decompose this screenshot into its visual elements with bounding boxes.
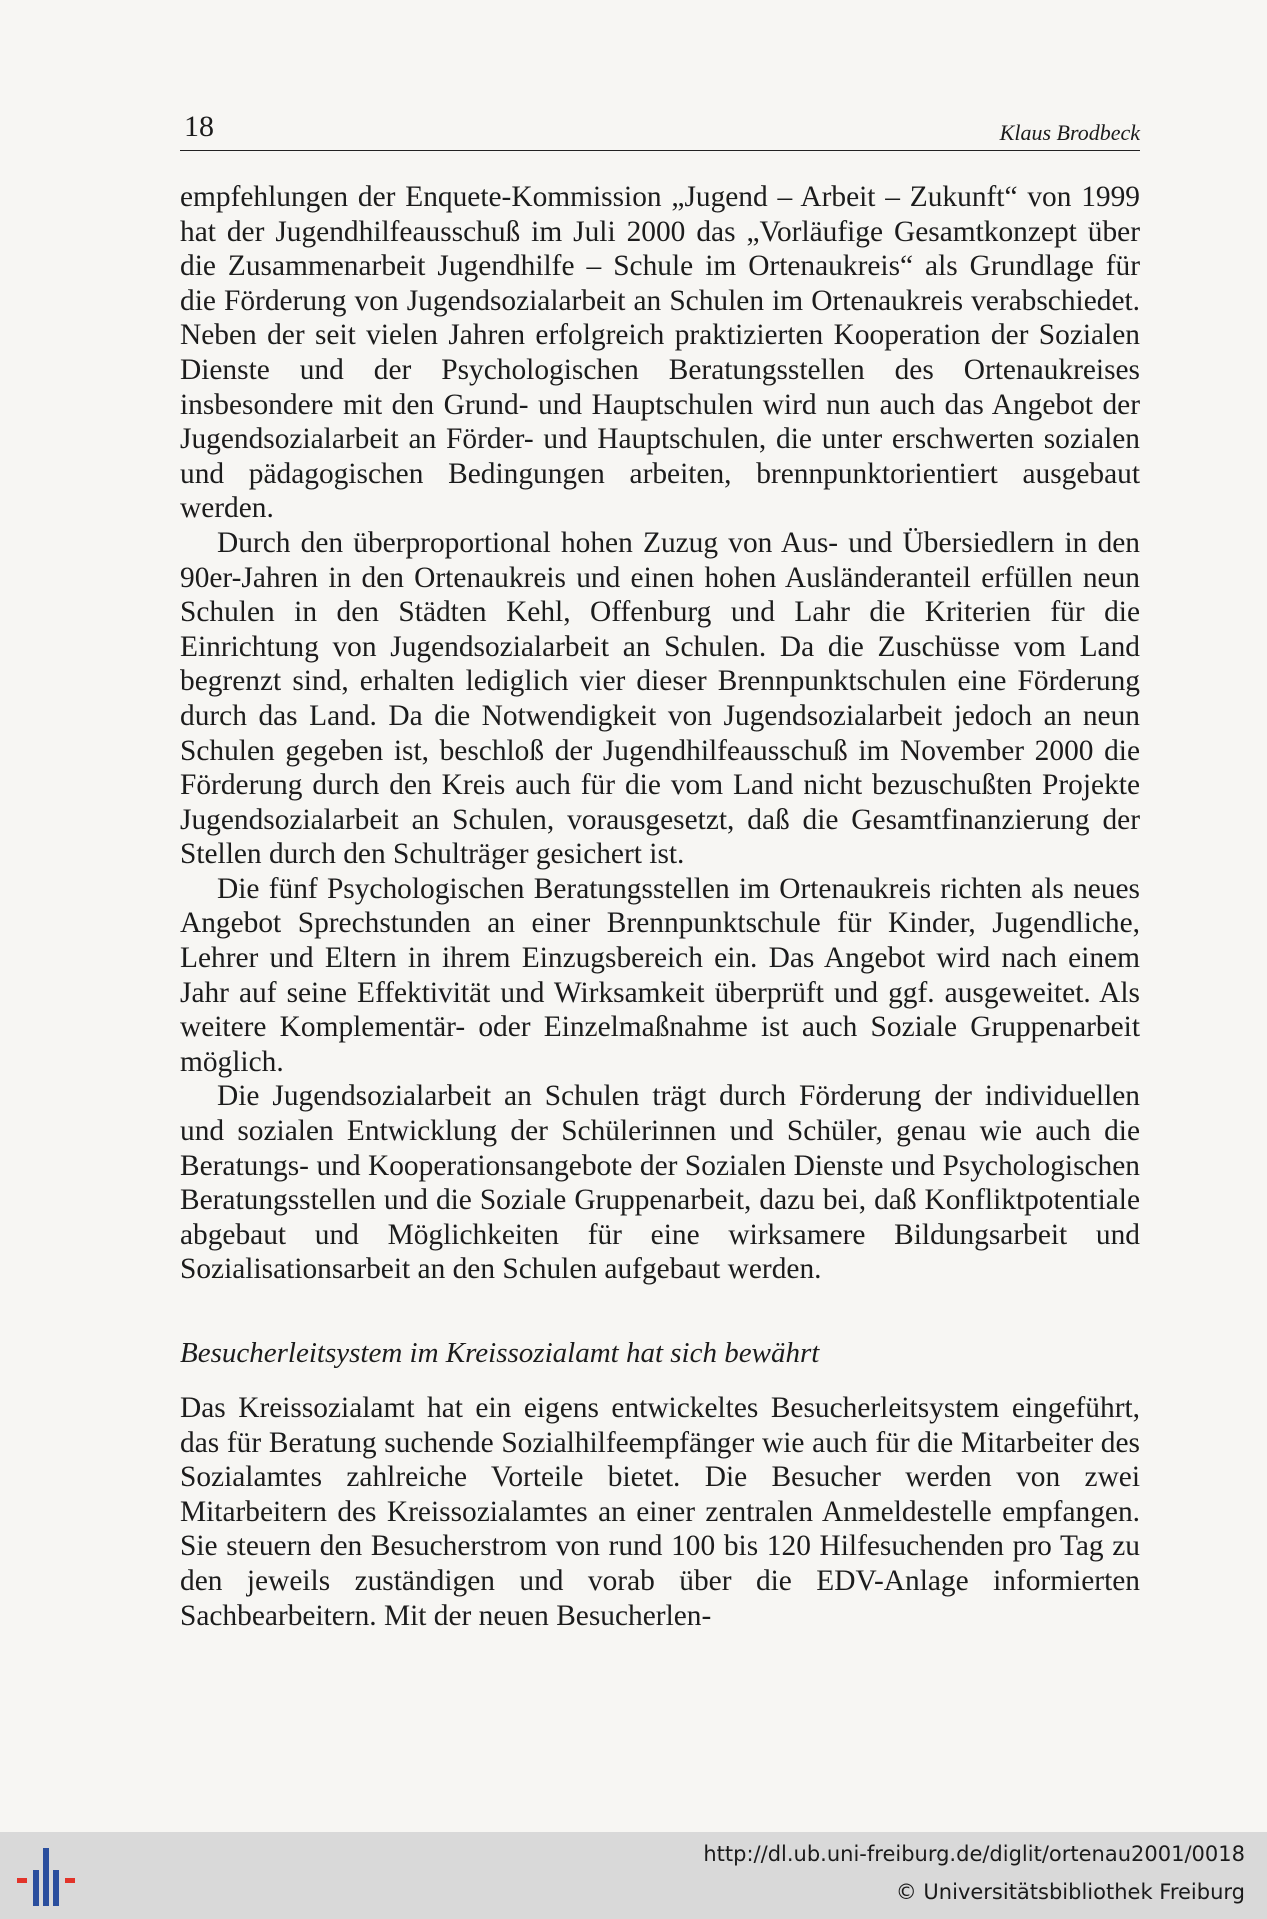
page-number: 18 [184,110,214,143]
copyright-notice: © Universitätsbibliothek Freiburg [895,1880,1245,1904]
section-heading: Besucherleitsystem im Kreissozialamt hat sich bewährt [180,1337,820,1369]
running-head-author: Klaus Brodbeck [999,120,1140,145]
source-url-link[interactable]: http://dl.ub.uni-freiburg.de/diglit/ortenau2001/0018 [703,1842,1245,1866]
paragraph-4: Die Jugendsozialarbeit an Schulen trägt durch Förderung der individuellen und sozialen Entwicklung der Schülerinnen und Schüler, genau wie auch die Beratungs- und Kooperationsangebote der Sozialen Dienste und Psychologischen Beratungsstellen und die Soziale Gruppenarbeit, dazu bei, daß Konfliktpotentiale abgebaut und Möglichkeiten für eine wirksamere Bildungsarbeit und Sozialisationsarbeit an den Schulen aufgebaut werden. [180,1080,1140,1286]
paragraph-3: Die fünf Psychologischen Beratungsstellen im Ortenaukreis richten als neues Angebot Sprechstunden an einer Brennpunktschule für Kinder, Jugendliche, Lehrer und Eltern in ihrem Einzugsbereich ein. Das Angebot wird nach einem Jahr auf seine Effektivität und Wirksamkeit überprüft und ggf. ausgeweitet. Als weitere Komplementär- oder Einzelmaßnahme ist auch Soziale Gruppenarbeit möglich. [180,872,1140,1078]
paragraph-1: empfehlungen der Enquete-Kommission „Jugend – Arbeit – Zukunft“ von 1999 hat der Jugendhilfeausschuß im Juli 2000 das „Vorläufige Gesamtkonzept über die Zusammenarbeit Jugendhilfe – Schule im Ortenaukreis“ als Grundlage für die Förderung von Jugendsozialarbeit an Schulen im Ortenaukreis verabschiedet. Neben der seit vielen Jahren erfolgreich praktizierten Kooperation der Sozialen Dienste und der Psychologischen Beratungsstellen des Ortenaukreises insbesondere mit den Grund- und Hauptschulen wird nun auch das Angebot der Jugendsozialarbeit an Förder- und Hauptschulen, die unter erschwerten sozialen und pädagogischen Bedingungen arbeiten, brennpunktorientiert ausgebaut werden. [180,181,1140,525]
section-paragraph: Das Kreissozialamt hat ein eigens entwickeltes Besucherleitsystem eingeführt, das für Beratung suchende Sozialhilfeempfänger wie auch für die Mitarbeiter des Sozialamtes zahlreiche Vorteile bietet. Die Besucher werden von zwei Mitarbeitern des Kreissozialamtes an einer zentralen Anmeldestelle empfangen. Sie steuern den Besucherstrom von rund 100 bis 120 Hilfesuchenden pro Tag zu den jeweils zuständigen und vorab über die EDV-Anlage informierten Sachbearbeitern. Mit der neuen Besucherlen- [180,1392,1140,1632]
running-head [180,108,1140,151]
ub-freiburg-logo-icon [14,1846,78,1908]
body-text [180,180,1140,1633]
footer-bar [0,1832,1267,1919]
paragraph-2: Durch den überproportional hohen Zuzug von Aus- und Übersiedlern in den 90er-Jahren in den Ortenaukreis und einen hohen Ausländeranteil erfüllen neun Schulen in den Städten Kehl, Offenburg und Lahr die Kriterien für die Einrichtung von Jugendsozialarbeit an Schulen. Da die Zuschüsse vom Land begrenzt sind, erhalten lediglich vier dieser Brennpunktschulen eine Förderung durch das Land. Da die Notwendigkeit von Jugendsozialarbeit jedoch an neun Schulen gegeben ist, beschloß der Jugendhilfeausschuß im November 2000 die Förderung durch den Kreis auch für die vom Land nicht bezuschußten Projekte Jugendsozialarbeit an Schulen, vorausgesetzt, daß die Gesamtfinanzierung der Stellen durch den Schulträger gesichert ist. [180,526,1140,871]
